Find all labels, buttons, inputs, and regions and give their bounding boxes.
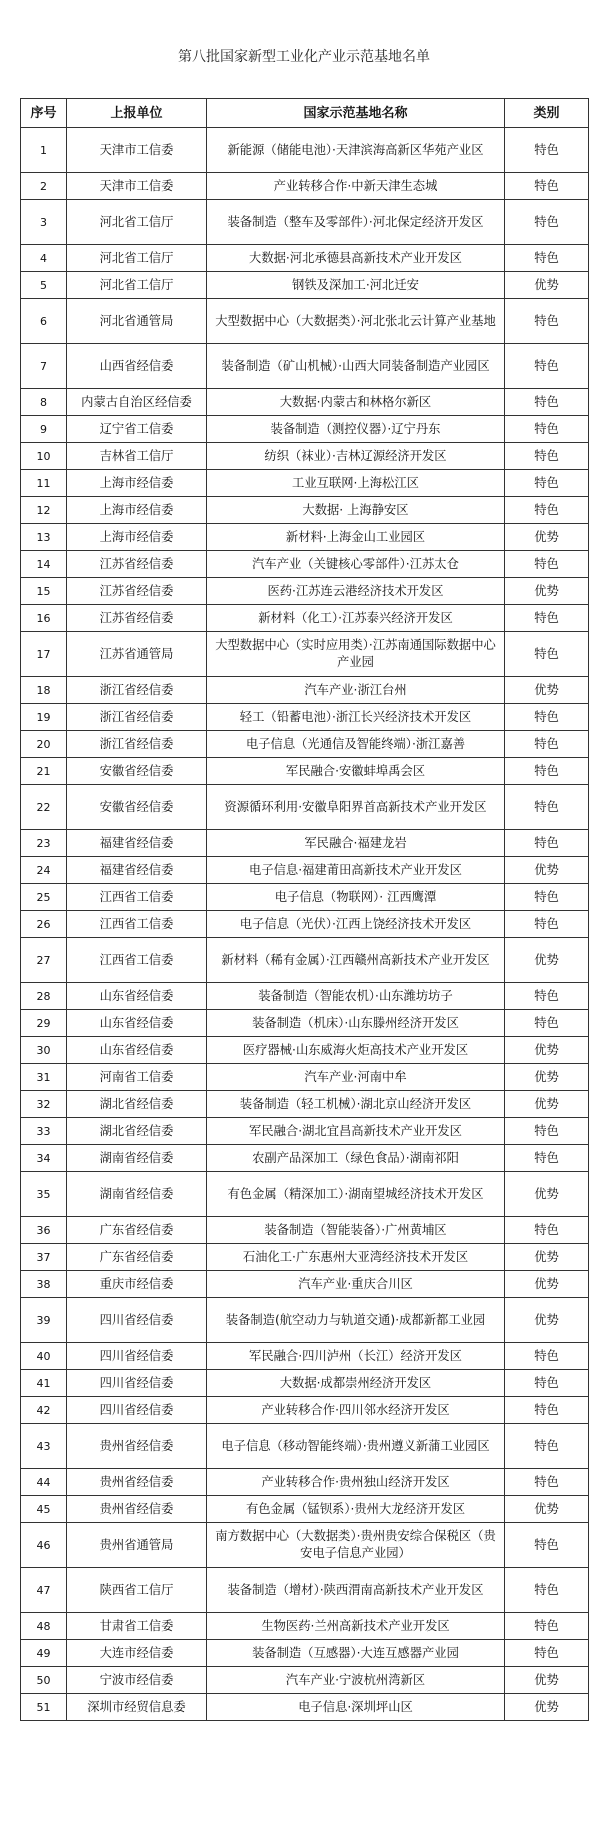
cell-reporting-unit: 贵州省通管局 bbox=[67, 1523, 207, 1568]
cell-base-name: 汽车产业·宁波杭州湾新区 bbox=[207, 1667, 505, 1694]
cell-category: 优势 bbox=[505, 272, 589, 299]
cell-base-name: 装备制造（机床）·山东滕州经济开发区 bbox=[207, 1010, 505, 1037]
cell-reporting-unit: 四川省经信委 bbox=[67, 1298, 207, 1343]
cell-reporting-unit: 江苏省经信委 bbox=[67, 578, 207, 605]
table-row bbox=[21, 1037, 589, 1064]
cell-category: 特色 bbox=[505, 1523, 589, 1568]
cell-serial-number: 6 bbox=[21, 299, 67, 344]
cell-category: 特色 bbox=[505, 1217, 589, 1244]
cell-base-name: 医药·江苏连云港经济技术开发区 bbox=[207, 578, 505, 605]
cell-serial-number: 19 bbox=[21, 704, 67, 731]
table-row bbox=[21, 1298, 589, 1343]
cell-serial-number: 30 bbox=[21, 1037, 67, 1064]
cell-serial-number: 27 bbox=[21, 938, 67, 983]
cell-reporting-unit: 辽宁省工信委 bbox=[67, 416, 207, 443]
cell-reporting-unit: 山东省经信委 bbox=[67, 1010, 207, 1037]
cell-category: 特色 bbox=[505, 1424, 589, 1469]
cell-reporting-unit: 山东省经信委 bbox=[67, 983, 207, 1010]
cell-reporting-unit: 甘肃省工信委 bbox=[67, 1613, 207, 1640]
table-row bbox=[21, 1496, 589, 1523]
cell-serial-number: 47 bbox=[21, 1568, 67, 1613]
cell-reporting-unit: 宁波市经信委 bbox=[67, 1667, 207, 1694]
cell-base-name: 大数据· 上海静安区 bbox=[207, 497, 505, 524]
cell-category: 特色 bbox=[505, 1118, 589, 1145]
cell-serial-number: 3 bbox=[21, 200, 67, 245]
cell-reporting-unit: 深圳市经贸信息委 bbox=[67, 1694, 207, 1721]
table-row bbox=[21, 1397, 589, 1424]
cell-base-name: 大数据·内蒙古和林格尔新区 bbox=[207, 389, 505, 416]
cell-category: 优势 bbox=[505, 1667, 589, 1694]
cell-serial-number: 22 bbox=[21, 785, 67, 830]
cell-category: 优势 bbox=[505, 524, 589, 551]
cell-reporting-unit: 江西省工信委 bbox=[67, 911, 207, 938]
table-row bbox=[21, 731, 589, 758]
table-row bbox=[21, 551, 589, 578]
cell-reporting-unit: 上海市经信委 bbox=[67, 524, 207, 551]
cell-serial-number: 45 bbox=[21, 1496, 67, 1523]
cell-serial-number: 43 bbox=[21, 1424, 67, 1469]
cell-serial-number: 46 bbox=[21, 1523, 67, 1568]
cell-serial-number: 34 bbox=[21, 1145, 67, 1172]
cell-reporting-unit: 湖北省经信委 bbox=[67, 1091, 207, 1118]
cell-base-name: 产业转移合作·贵州独山经济开发区 bbox=[207, 1469, 505, 1496]
cell-reporting-unit: 江苏省通管局 bbox=[67, 632, 207, 677]
table-row bbox=[21, 1613, 589, 1640]
cell-category: 特色 bbox=[505, 1370, 589, 1397]
cell-category: 特色 bbox=[505, 785, 589, 830]
header-base-name: 国家示范基地名称 bbox=[207, 99, 505, 128]
cell-category: 特色 bbox=[505, 884, 589, 911]
cell-category: 特色 bbox=[505, 1343, 589, 1370]
cell-serial-number: 33 bbox=[21, 1118, 67, 1145]
cell-base-name: 南方数据中心（大数据类）·贵州贵安综合保税区（贵安电子信息产业园） bbox=[207, 1523, 505, 1568]
cell-base-name: 电子信息（光伏）·江西上饶经济技术开发区 bbox=[207, 911, 505, 938]
cell-base-name: 装备制造（智能农机）·山东潍坊坊子 bbox=[207, 983, 505, 1010]
cell-category: 优势 bbox=[505, 1244, 589, 1271]
cell-base-name: 军民融合·福建龙岩 bbox=[207, 830, 505, 857]
cell-reporting-unit: 浙江省经信委 bbox=[67, 704, 207, 731]
cell-base-name: 装备制造(航空动力与轨道交通)·成都新都工业园 bbox=[207, 1298, 505, 1343]
cell-base-name: 装备制造（互感器）·大连互感器产业园 bbox=[207, 1640, 505, 1667]
cell-base-name: 装备制造（测控仪器）·辽宁丹东 bbox=[207, 416, 505, 443]
cell-reporting-unit: 湖南省经信委 bbox=[67, 1145, 207, 1172]
cell-serial-number: 49 bbox=[21, 1640, 67, 1667]
cell-base-name: 产业转移合作·中新天津生态城 bbox=[207, 173, 505, 200]
cell-category: 特色 bbox=[505, 632, 589, 677]
cell-category: 特色 bbox=[505, 173, 589, 200]
cell-serial-number: 25 bbox=[21, 884, 67, 911]
cell-reporting-unit: 浙江省经信委 bbox=[67, 677, 207, 704]
cell-base-name: 农副产品深加工（绿色食品）·湖南祁阳 bbox=[207, 1145, 505, 1172]
table-body bbox=[21, 128, 589, 1721]
cell-serial-number: 12 bbox=[21, 497, 67, 524]
table-row bbox=[21, 938, 589, 983]
cell-base-name: 新能源（储能电池）·天津滨海高新区华苑产业区 bbox=[207, 128, 505, 173]
cell-serial-number: 15 bbox=[21, 578, 67, 605]
table-row bbox=[21, 1118, 589, 1145]
cell-reporting-unit: 河北省工信厅 bbox=[67, 245, 207, 272]
cell-serial-number: 35 bbox=[21, 1172, 67, 1217]
cell-base-name: 新材料（化工）·江苏泰兴经济开发区 bbox=[207, 605, 505, 632]
cell-serial-number: 13 bbox=[21, 524, 67, 551]
cell-serial-number: 17 bbox=[21, 632, 67, 677]
cell-category: 特色 bbox=[505, 1469, 589, 1496]
cell-base-name: 生物医药·兰州高新技术产业开发区 bbox=[207, 1613, 505, 1640]
cell-reporting-unit: 四川省经信委 bbox=[67, 1397, 207, 1424]
table-row bbox=[21, 272, 589, 299]
cell-category: 优势 bbox=[505, 1298, 589, 1343]
cell-base-name: 产业转移合作·四川邻水经济开发区 bbox=[207, 1397, 505, 1424]
cell-base-name: 资源循环利用·安徽阜阳界首高新技术产业开发区 bbox=[207, 785, 505, 830]
cell-reporting-unit: 四川省经信委 bbox=[67, 1343, 207, 1370]
cell-base-name: 有色金属（锰钡系）·贵州大龙经济开发区 bbox=[207, 1496, 505, 1523]
table-row bbox=[21, 1271, 589, 1298]
cell-serial-number: 10 bbox=[21, 443, 67, 470]
table-row bbox=[21, 1523, 589, 1568]
cell-category: 特色 bbox=[505, 497, 589, 524]
cell-reporting-unit: 湖北省经信委 bbox=[67, 1118, 207, 1145]
table-row bbox=[21, 1640, 589, 1667]
table-row bbox=[21, 1469, 589, 1496]
cell-base-name: 装备制造（轻工机械）·湖北京山经济开发区 bbox=[207, 1091, 505, 1118]
document-title: 第八批国家新型工业化产业示范基地名单 bbox=[178, 49, 430, 65]
cell-category: 特色 bbox=[505, 344, 589, 389]
cell-base-name: 大型数据中心（大数据类）·河北张北云计算产业基地 bbox=[207, 299, 505, 344]
cell-base-name: 汽车产业（关键核心零部件）·江苏太仓 bbox=[207, 551, 505, 578]
cell-reporting-unit: 四川省经信委 bbox=[67, 1370, 207, 1397]
cell-serial-number: 1 bbox=[21, 128, 67, 173]
cell-serial-number: 39 bbox=[21, 1298, 67, 1343]
cell-category: 特色 bbox=[505, 443, 589, 470]
cell-category: 优势 bbox=[505, 1091, 589, 1118]
table-row bbox=[21, 857, 589, 884]
cell-serial-number: 29 bbox=[21, 1010, 67, 1037]
cell-serial-number: 2 bbox=[21, 173, 67, 200]
cell-reporting-unit: 安徽省经信委 bbox=[67, 785, 207, 830]
cell-category: 特色 bbox=[505, 1640, 589, 1667]
cell-category: 特色 bbox=[505, 245, 589, 272]
cell-serial-number: 21 bbox=[21, 758, 67, 785]
cell-category: 优势 bbox=[505, 857, 589, 884]
table-row bbox=[21, 128, 589, 173]
cell-base-name: 电子信息·福建莆田高新技术产业开发区 bbox=[207, 857, 505, 884]
table-row bbox=[21, 1370, 589, 1397]
cell-category: 优势 bbox=[505, 1694, 589, 1721]
table-header-row bbox=[21, 99, 589, 128]
cell-reporting-unit: 山东省经信委 bbox=[67, 1037, 207, 1064]
cell-serial-number: 50 bbox=[21, 1667, 67, 1694]
cell-category: 优势 bbox=[505, 1271, 589, 1298]
cell-category: 优势 bbox=[505, 1064, 589, 1091]
cell-category: 优势 bbox=[505, 1172, 589, 1217]
cell-category: 特色 bbox=[505, 200, 589, 245]
header-category: 类别 bbox=[505, 99, 589, 128]
cell-serial-number: 7 bbox=[21, 344, 67, 389]
cell-serial-number: 31 bbox=[21, 1064, 67, 1091]
cell-serial-number: 42 bbox=[21, 1397, 67, 1424]
cell-serial-number: 11 bbox=[21, 470, 67, 497]
cell-serial-number: 38 bbox=[21, 1271, 67, 1298]
cell-category: 特色 bbox=[505, 1397, 589, 1424]
cell-reporting-unit: 江苏省经信委 bbox=[67, 605, 207, 632]
cell-reporting-unit: 河北省工信厅 bbox=[67, 272, 207, 299]
cell-category: 优势 bbox=[505, 677, 589, 704]
cell-base-name: 电子信息（移动智能终端）·贵州遵义新蒲工业园区 bbox=[207, 1424, 505, 1469]
cell-category: 特色 bbox=[505, 1568, 589, 1613]
cell-serial-number: 16 bbox=[21, 605, 67, 632]
cell-base-name: 大型数据中心（实时应用类）·江苏南通国际数据中心产业园 bbox=[207, 632, 505, 677]
table-row bbox=[21, 497, 589, 524]
cell-base-name: 工业互联网·上海松江区 bbox=[207, 470, 505, 497]
cell-category: 特色 bbox=[505, 911, 589, 938]
cell-category: 特色 bbox=[505, 731, 589, 758]
table-row bbox=[21, 1145, 589, 1172]
cell-serial-number: 32 bbox=[21, 1091, 67, 1118]
cell-reporting-unit: 广东省经信委 bbox=[67, 1217, 207, 1244]
cell-serial-number: 8 bbox=[21, 389, 67, 416]
cell-category: 特色 bbox=[505, 299, 589, 344]
cell-base-name: 纺织（袜业）·吉林辽源经济开发区 bbox=[207, 443, 505, 470]
cell-base-name: 石油化工·广东惠州大亚湾经济技术开发区 bbox=[207, 1244, 505, 1271]
table-row bbox=[21, 632, 589, 677]
cell-base-name: 汽车产业·重庆合川区 bbox=[207, 1271, 505, 1298]
cell-category: 特色 bbox=[505, 605, 589, 632]
cell-category: 优势 bbox=[505, 1037, 589, 1064]
cell-category: 特色 bbox=[505, 551, 589, 578]
cell-reporting-unit: 河北省工信厅 bbox=[67, 200, 207, 245]
cell-reporting-unit: 山西省经信委 bbox=[67, 344, 207, 389]
header-serial-number: 序号 bbox=[21, 99, 67, 128]
table-row bbox=[21, 416, 589, 443]
table-row bbox=[21, 1694, 589, 1721]
cell-base-name: 装备制造（增材）·陕西渭南高新技术产业开发区 bbox=[207, 1568, 505, 1613]
cell-serial-number: 37 bbox=[21, 1244, 67, 1271]
cell-base-name: 汽车产业·浙江台州 bbox=[207, 677, 505, 704]
cell-reporting-unit: 天津市工信委 bbox=[67, 128, 207, 173]
table-row bbox=[21, 524, 589, 551]
cell-reporting-unit: 江苏省经信委 bbox=[67, 551, 207, 578]
cell-base-name: 钢铁及深加工·河北迁安 bbox=[207, 272, 505, 299]
cell-base-name: 军民融合·安徽蚌埠禹会区 bbox=[207, 758, 505, 785]
cell-category: 特色 bbox=[505, 1145, 589, 1172]
cell-serial-number: 26 bbox=[21, 911, 67, 938]
cell-category: 特色 bbox=[505, 704, 589, 731]
cell-category: 特色 bbox=[505, 758, 589, 785]
cell-base-name: 大数据·成都崇州经济开发区 bbox=[207, 1370, 505, 1397]
cell-category: 特色 bbox=[505, 1613, 589, 1640]
cell-base-name: 装备制造（矿山机械）·山西大同装备制造产业园区 bbox=[207, 344, 505, 389]
table-row bbox=[21, 758, 589, 785]
cell-reporting-unit: 重庆市经信委 bbox=[67, 1271, 207, 1298]
table-row bbox=[21, 1424, 589, 1469]
cell-serial-number: 18 bbox=[21, 677, 67, 704]
cell-base-name: 电子信息·深圳坪山区 bbox=[207, 1694, 505, 1721]
cell-serial-number: 14 bbox=[21, 551, 67, 578]
cell-reporting-unit: 内蒙古自治区经信委 bbox=[67, 389, 207, 416]
demo-base-table bbox=[20, 98, 589, 1721]
cell-serial-number: 5 bbox=[21, 272, 67, 299]
cell-category: 特色 bbox=[505, 470, 589, 497]
table-row bbox=[21, 1064, 589, 1091]
cell-reporting-unit: 河南省工信委 bbox=[67, 1064, 207, 1091]
cell-base-name: 电子信息（物联网）· 江西鹰潭 bbox=[207, 884, 505, 911]
cell-base-name: 新材料·上海金山工业园区 bbox=[207, 524, 505, 551]
table-row bbox=[21, 677, 589, 704]
cell-category: 优势 bbox=[505, 938, 589, 983]
cell-base-name: 轻工（铅蓄电池）·浙江长兴经济技术开发区 bbox=[207, 704, 505, 731]
cell-reporting-unit: 大连市经信委 bbox=[67, 1640, 207, 1667]
table-row bbox=[21, 578, 589, 605]
cell-reporting-unit: 江西省工信委 bbox=[67, 938, 207, 983]
cell-category: 特色 bbox=[505, 830, 589, 857]
table-row bbox=[21, 344, 589, 389]
table-row bbox=[21, 299, 589, 344]
table-row bbox=[21, 911, 589, 938]
table-row bbox=[21, 1343, 589, 1370]
table-row bbox=[21, 200, 589, 245]
cell-serial-number: 23 bbox=[21, 830, 67, 857]
cell-serial-number: 24 bbox=[21, 857, 67, 884]
table-row bbox=[21, 704, 589, 731]
cell-category: 特色 bbox=[505, 128, 589, 173]
table-row bbox=[21, 173, 589, 200]
cell-serial-number: 9 bbox=[21, 416, 67, 443]
cell-serial-number: 41 bbox=[21, 1370, 67, 1397]
cell-serial-number: 48 bbox=[21, 1613, 67, 1640]
table-row bbox=[21, 884, 589, 911]
cell-reporting-unit: 贵州省经信委 bbox=[67, 1496, 207, 1523]
table-row bbox=[21, 389, 589, 416]
cell-reporting-unit: 福建省经信委 bbox=[67, 830, 207, 857]
cell-reporting-unit: 福建省经信委 bbox=[67, 857, 207, 884]
cell-base-name: 装备制造（智能装备）·广州黄埔区 bbox=[207, 1217, 505, 1244]
cell-reporting-unit: 广东省经信委 bbox=[67, 1244, 207, 1271]
cell-base-name: 汽车产业·河南中牟 bbox=[207, 1064, 505, 1091]
cell-serial-number: 51 bbox=[21, 1694, 67, 1721]
cell-serial-number: 40 bbox=[21, 1343, 67, 1370]
cell-reporting-unit: 天津市工信委 bbox=[67, 173, 207, 200]
table-row bbox=[21, 1091, 589, 1118]
table-row bbox=[21, 1010, 589, 1037]
cell-reporting-unit: 河北省通管局 bbox=[67, 299, 207, 344]
table-row bbox=[21, 470, 589, 497]
table-row bbox=[21, 443, 589, 470]
cell-category: 特色 bbox=[505, 983, 589, 1010]
cell-reporting-unit: 吉林省工信厅 bbox=[67, 443, 207, 470]
table-row bbox=[21, 1244, 589, 1271]
table-row bbox=[21, 830, 589, 857]
cell-serial-number: 44 bbox=[21, 1469, 67, 1496]
cell-base-name: 大数据·河北承德县高新技术产业开发区 bbox=[207, 245, 505, 272]
table-row bbox=[21, 1568, 589, 1613]
cell-reporting-unit: 湖南省经信委 bbox=[67, 1172, 207, 1217]
cell-base-name: 电子信息（光通信及智能终端）·浙江嘉善 bbox=[207, 731, 505, 758]
cell-reporting-unit: 贵州省经信委 bbox=[67, 1469, 207, 1496]
cell-serial-number: 36 bbox=[21, 1217, 67, 1244]
table-row bbox=[21, 245, 589, 272]
table-row bbox=[21, 983, 589, 1010]
table-row bbox=[21, 785, 589, 830]
table-row bbox=[21, 605, 589, 632]
cell-serial-number: 28 bbox=[21, 983, 67, 1010]
cell-category: 优势 bbox=[505, 1496, 589, 1523]
cell-base-name: 装备制造（整车及零部件）·河北保定经济开发区 bbox=[207, 200, 505, 245]
cell-base-name: 军民融合·湖北宜昌高新技术产业开发区 bbox=[207, 1118, 505, 1145]
table-row bbox=[21, 1217, 589, 1244]
cell-reporting-unit: 浙江省经信委 bbox=[67, 731, 207, 758]
cell-base-name: 医疗器械·山东威海火炬高技术产业开发区 bbox=[207, 1037, 505, 1064]
cell-serial-number: 4 bbox=[21, 245, 67, 272]
cell-base-name: 有色金属（精深加工）·湖南望城经济技术开发区 bbox=[207, 1172, 505, 1217]
table-row bbox=[21, 1172, 589, 1217]
cell-category: 特色 bbox=[505, 1010, 589, 1037]
cell-reporting-unit: 上海市经信委 bbox=[67, 470, 207, 497]
cell-base-name: 新材料（稀有金属）·江西赣州高新技术产业开发区 bbox=[207, 938, 505, 983]
cell-reporting-unit: 安徽省经信委 bbox=[67, 758, 207, 785]
header-reporting-unit: 上报单位 bbox=[67, 99, 207, 128]
cell-reporting-unit: 江西省工信委 bbox=[67, 884, 207, 911]
cell-category: 优势 bbox=[505, 578, 589, 605]
cell-reporting-unit: 陕西省工信厅 bbox=[67, 1568, 207, 1613]
cell-base-name: 军民融合·四川泸州（长江）经济开发区 bbox=[207, 1343, 505, 1370]
cell-reporting-unit: 上海市经信委 bbox=[67, 497, 207, 524]
cell-reporting-unit: 贵州省经信委 bbox=[67, 1424, 207, 1469]
cell-category: 特色 bbox=[505, 389, 589, 416]
table-row bbox=[21, 1667, 589, 1694]
cell-serial-number: 20 bbox=[21, 731, 67, 758]
cell-category: 特色 bbox=[505, 416, 589, 443]
